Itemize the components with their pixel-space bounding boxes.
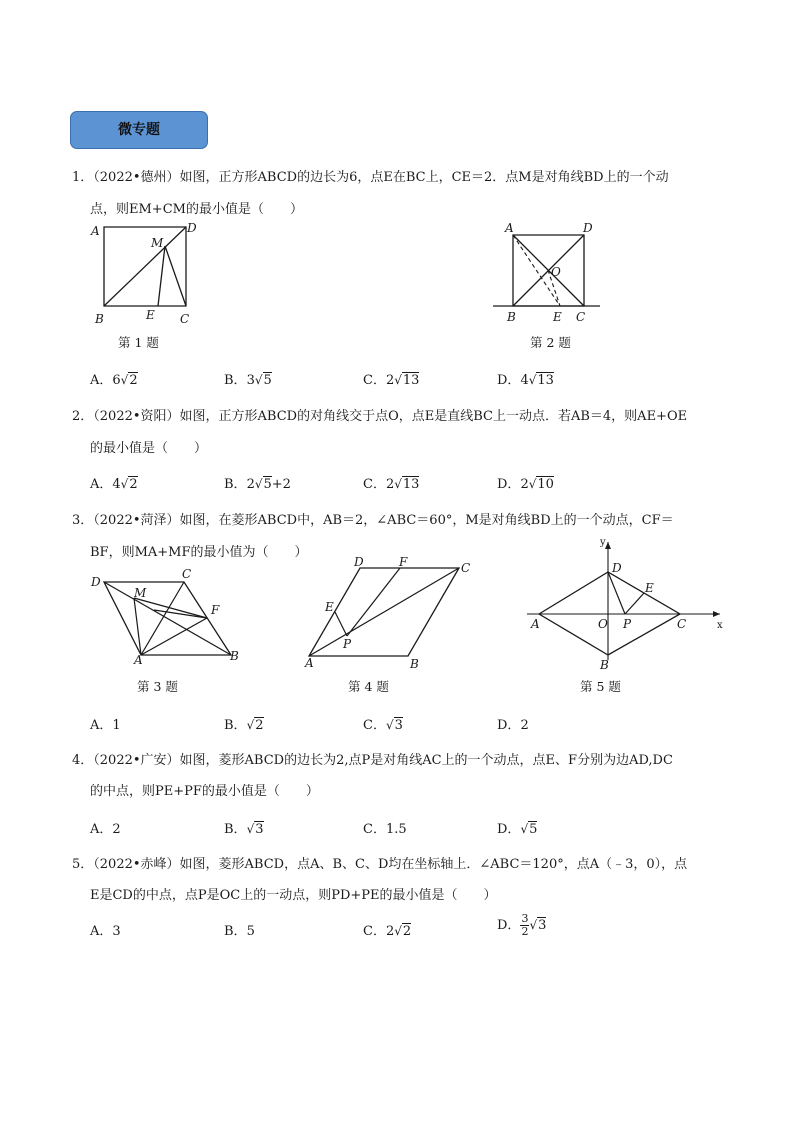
q1-option-c-rad: 13: [402, 373, 420, 388]
q4-option-a-label: A．: [90, 822, 113, 837]
q2-line2: 的最小值是（ ）: [90, 441, 208, 456]
fig2-label-C: C: [576, 310, 586, 324]
fig3-label-B: B: [230, 649, 239, 663]
fig5-caption: 第 5 题: [580, 679, 621, 694]
fig3-label-M: M: [134, 586, 147, 600]
fig1-caption: 第 1 题: [118, 335, 159, 350]
q1-option-a-coef: 6: [112, 373, 121, 388]
q3-option-b-label: B．: [224, 718, 247, 733]
fig1-label-A: A: [91, 224, 100, 238]
q1-line2: 点，则EM+CM的最小值是（ ）: [90, 202, 303, 217]
fig3-label-F: F: [211, 603, 220, 617]
fig2-label-A: A: [505, 221, 514, 235]
q4-option-c-label: C．: [363, 822, 386, 837]
q2-option-d-label: D．: [497, 477, 521, 492]
q5-option-d-den: 2: [521, 925, 529, 938]
fig5-label-C: C: [677, 617, 687, 631]
q4-option-a-text: 2: [112, 822, 121, 837]
q2-option-c-rad: 13: [402, 477, 420, 492]
q4-option-c[interactable]: [363, 818, 407, 837]
q5-option-c-rad: 2: [402, 924, 412, 939]
q3-option-c-rad: 3: [394, 718, 403, 733]
q3-option-a[interactable]: [90, 714, 121, 733]
q5-option-d-num: 3: [521, 912, 529, 925]
q3-option-d-text: 2: [520, 718, 529, 733]
q3-option-d-label: D．: [497, 718, 521, 733]
q1-option-a-rad: 2: [129, 373, 138, 388]
q3-option-a-text: 1: [112, 718, 121, 733]
q1-option-c-coef: 2: [385, 373, 395, 388]
q2-option-b-rad: 5: [263, 477, 272, 492]
q5-option-c-coef: 2: [385, 924, 395, 939]
q4-option-d-rad: 5: [529, 822, 538, 837]
fig5-label-A: A: [531, 617, 540, 631]
q2-option-b[interactable]: B．2√5+2: [224, 477, 291, 492]
q2-option-a-label: A．: [90, 477, 113, 492]
fig3-label-A: A: [134, 653, 143, 667]
q3-option-b-rad: 2: [255, 718, 264, 733]
q3-option-c-label: C．: [363, 718, 386, 733]
q3-option-a-label: A．: [90, 718, 113, 733]
q5-option-d-rad: 3: [538, 918, 547, 933]
fig1-label-B: B: [95, 312, 104, 326]
fig1-label-C: C: [180, 312, 190, 326]
q2-option-d[interactable]: D．2√10: [497, 477, 554, 492]
q2-option-a[interactable]: A．4√2: [90, 477, 138, 492]
q2-option-c-coef: 2: [385, 477, 395, 492]
fig3-label-D: D: [91, 575, 101, 589]
fig4-label-C: C: [461, 561, 471, 575]
q5-option-a[interactable]: [90, 920, 121, 939]
fig5-label-B: B: [600, 658, 609, 672]
q4-option-a[interactable]: [90, 818, 121, 837]
fig3-label-C: C: [182, 567, 192, 581]
q1-option-d-coef: 4: [520, 373, 529, 388]
fig2-caption: 第 2 题: [530, 335, 571, 350]
q1-option-a-label: A．: [90, 373, 113, 388]
fig4-label-P: P: [343, 637, 352, 651]
q2-option-b-coef: 2: [246, 477, 255, 492]
q5-option-d-label: D．: [497, 918, 521, 933]
fig3-caption: 第 3 题: [137, 679, 178, 694]
q5-option-c[interactable]: C．2√2: [363, 924, 412, 939]
fig2-label-D: D: [583, 221, 593, 235]
fig1-label-E: E: [146, 308, 155, 322]
q5-line2: E是CD的中点，点P是OC上的一动点，则PD+PE的最小值是（ ）: [90, 888, 497, 903]
fig1-label-M: M: [151, 236, 164, 250]
q5-option-a-label: A．: [90, 924, 113, 939]
q2-option-a-coef: 4: [112, 477, 121, 492]
fig5-label-x: x: [717, 620, 723, 631]
q2-option-b-tail: +2: [271, 477, 291, 492]
q4-line2: 的中点，则PE+PF的最小值是（ ）: [90, 784, 319, 799]
fig1-label-D: D: [187, 221, 197, 235]
q1-option-d-rad: 13: [537, 373, 554, 388]
q4-option-d-label: D．: [497, 822, 521, 837]
fig2-label-E: E: [553, 310, 562, 324]
fig5-label-D: D: [612, 561, 622, 575]
q5-option-b-text: 5: [246, 924, 255, 939]
q5-option-b-label: B．: [224, 924, 247, 939]
q3-option-d[interactable]: [497, 714, 529, 733]
fig4-label-F: F: [399, 555, 408, 569]
q1-line1: 1．（2022•德州）如图，正方形ABCD的边长为6，点E在BC上，CE＝2．点M是对角线BD上的一个动: [72, 170, 669, 185]
fig4-label-B: B: [410, 657, 419, 671]
fig5-label-y: y: [600, 537, 606, 548]
fig4-label-A: A: [305, 656, 314, 670]
q5-option-c-label: C．: [363, 924, 386, 939]
q2-line1: 2．（2022•资阳）如图，正方形ABCD的对角线交于点O，点E是直线BC上一动点．若AB＝4，则AE+OE: [72, 409, 688, 424]
q1-option-d-label: D．: [497, 373, 521, 388]
q2-option-a-rad: 2: [129, 477, 138, 492]
q2-option-d-coef: 2: [520, 477, 529, 492]
q4-option-d[interactable]: D．√5: [497, 822, 538, 837]
fig4-caption: 第 4 题: [348, 679, 389, 694]
q5-option-b[interactable]: [224, 920, 255, 939]
fig5-label-O: O: [598, 617, 608, 631]
q2-option-c[interactable]: C．2√13: [363, 477, 420, 492]
q1-option-b[interactable]: B．3√5: [224, 373, 272, 388]
q4-option-b-label: B．: [224, 822, 247, 837]
fig5-label-E: E: [645, 581, 654, 595]
q1-option-a[interactable]: A．6√2: [90, 373, 138, 388]
q2-option-c-label: C．: [363, 477, 386, 492]
q3-option-b[interactable]: B．√2: [224, 718, 264, 733]
q4-option-b-rad: 3: [255, 822, 264, 837]
q5-option-d[interactable]: D． $\frac{3}{2}$ √3: [497, 912, 547, 938]
q1-option-c-label: C．: [363, 373, 386, 388]
fig2-label-B: B: [507, 310, 516, 324]
q1-option-b-coef: 3: [246, 373, 255, 388]
q3-line1: 3．（2022•菏泽）如图，在菱形ABCD中，AB＝2，∠ABC＝60°，M是对角线BD上的一个动点，CF＝: [72, 513, 674, 528]
fig4-label-E: E: [325, 600, 334, 614]
fig4-label-D: D: [354, 555, 364, 569]
q5-line1: 5．（2022•赤峰）如图，菱形ABCD，点A、B、C、D均在坐标轴上．∠ABC＝120°，点A（﹣3，0），点: [72, 857, 688, 872]
fig5-label-P: P: [623, 617, 632, 631]
q4-option-b[interactable]: B．√3: [224, 822, 264, 837]
q5-option-a-text: 3: [112, 924, 121, 939]
q1-option-b-label: B．: [224, 373, 247, 388]
fig2-label-O: O: [551, 265, 561, 279]
q3-line2: BF，则MA+MF的最小值为（ ）: [90, 545, 308, 560]
q1-option-d[interactable]: D．4√13: [497, 373, 554, 388]
q1-option-b-rad: 5: [263, 373, 272, 388]
section-badge: 微专题: [70, 111, 208, 149]
q2-option-d-rad: 10: [537, 477, 554, 492]
q4-option-c-text: 1.5: [385, 822, 407, 837]
q2-option-b-label: B．: [224, 477, 247, 492]
q4-line1: 4．（2022•广安）如图，菱形ABCD的边长为2,点P是对角线AC上的一个动点，点E、F分别为边AD,DC: [72, 753, 673, 768]
q3-option-c[interactable]: C．√3: [363, 718, 403, 733]
q1-option-c[interactable]: C．2√13: [363, 373, 420, 388]
